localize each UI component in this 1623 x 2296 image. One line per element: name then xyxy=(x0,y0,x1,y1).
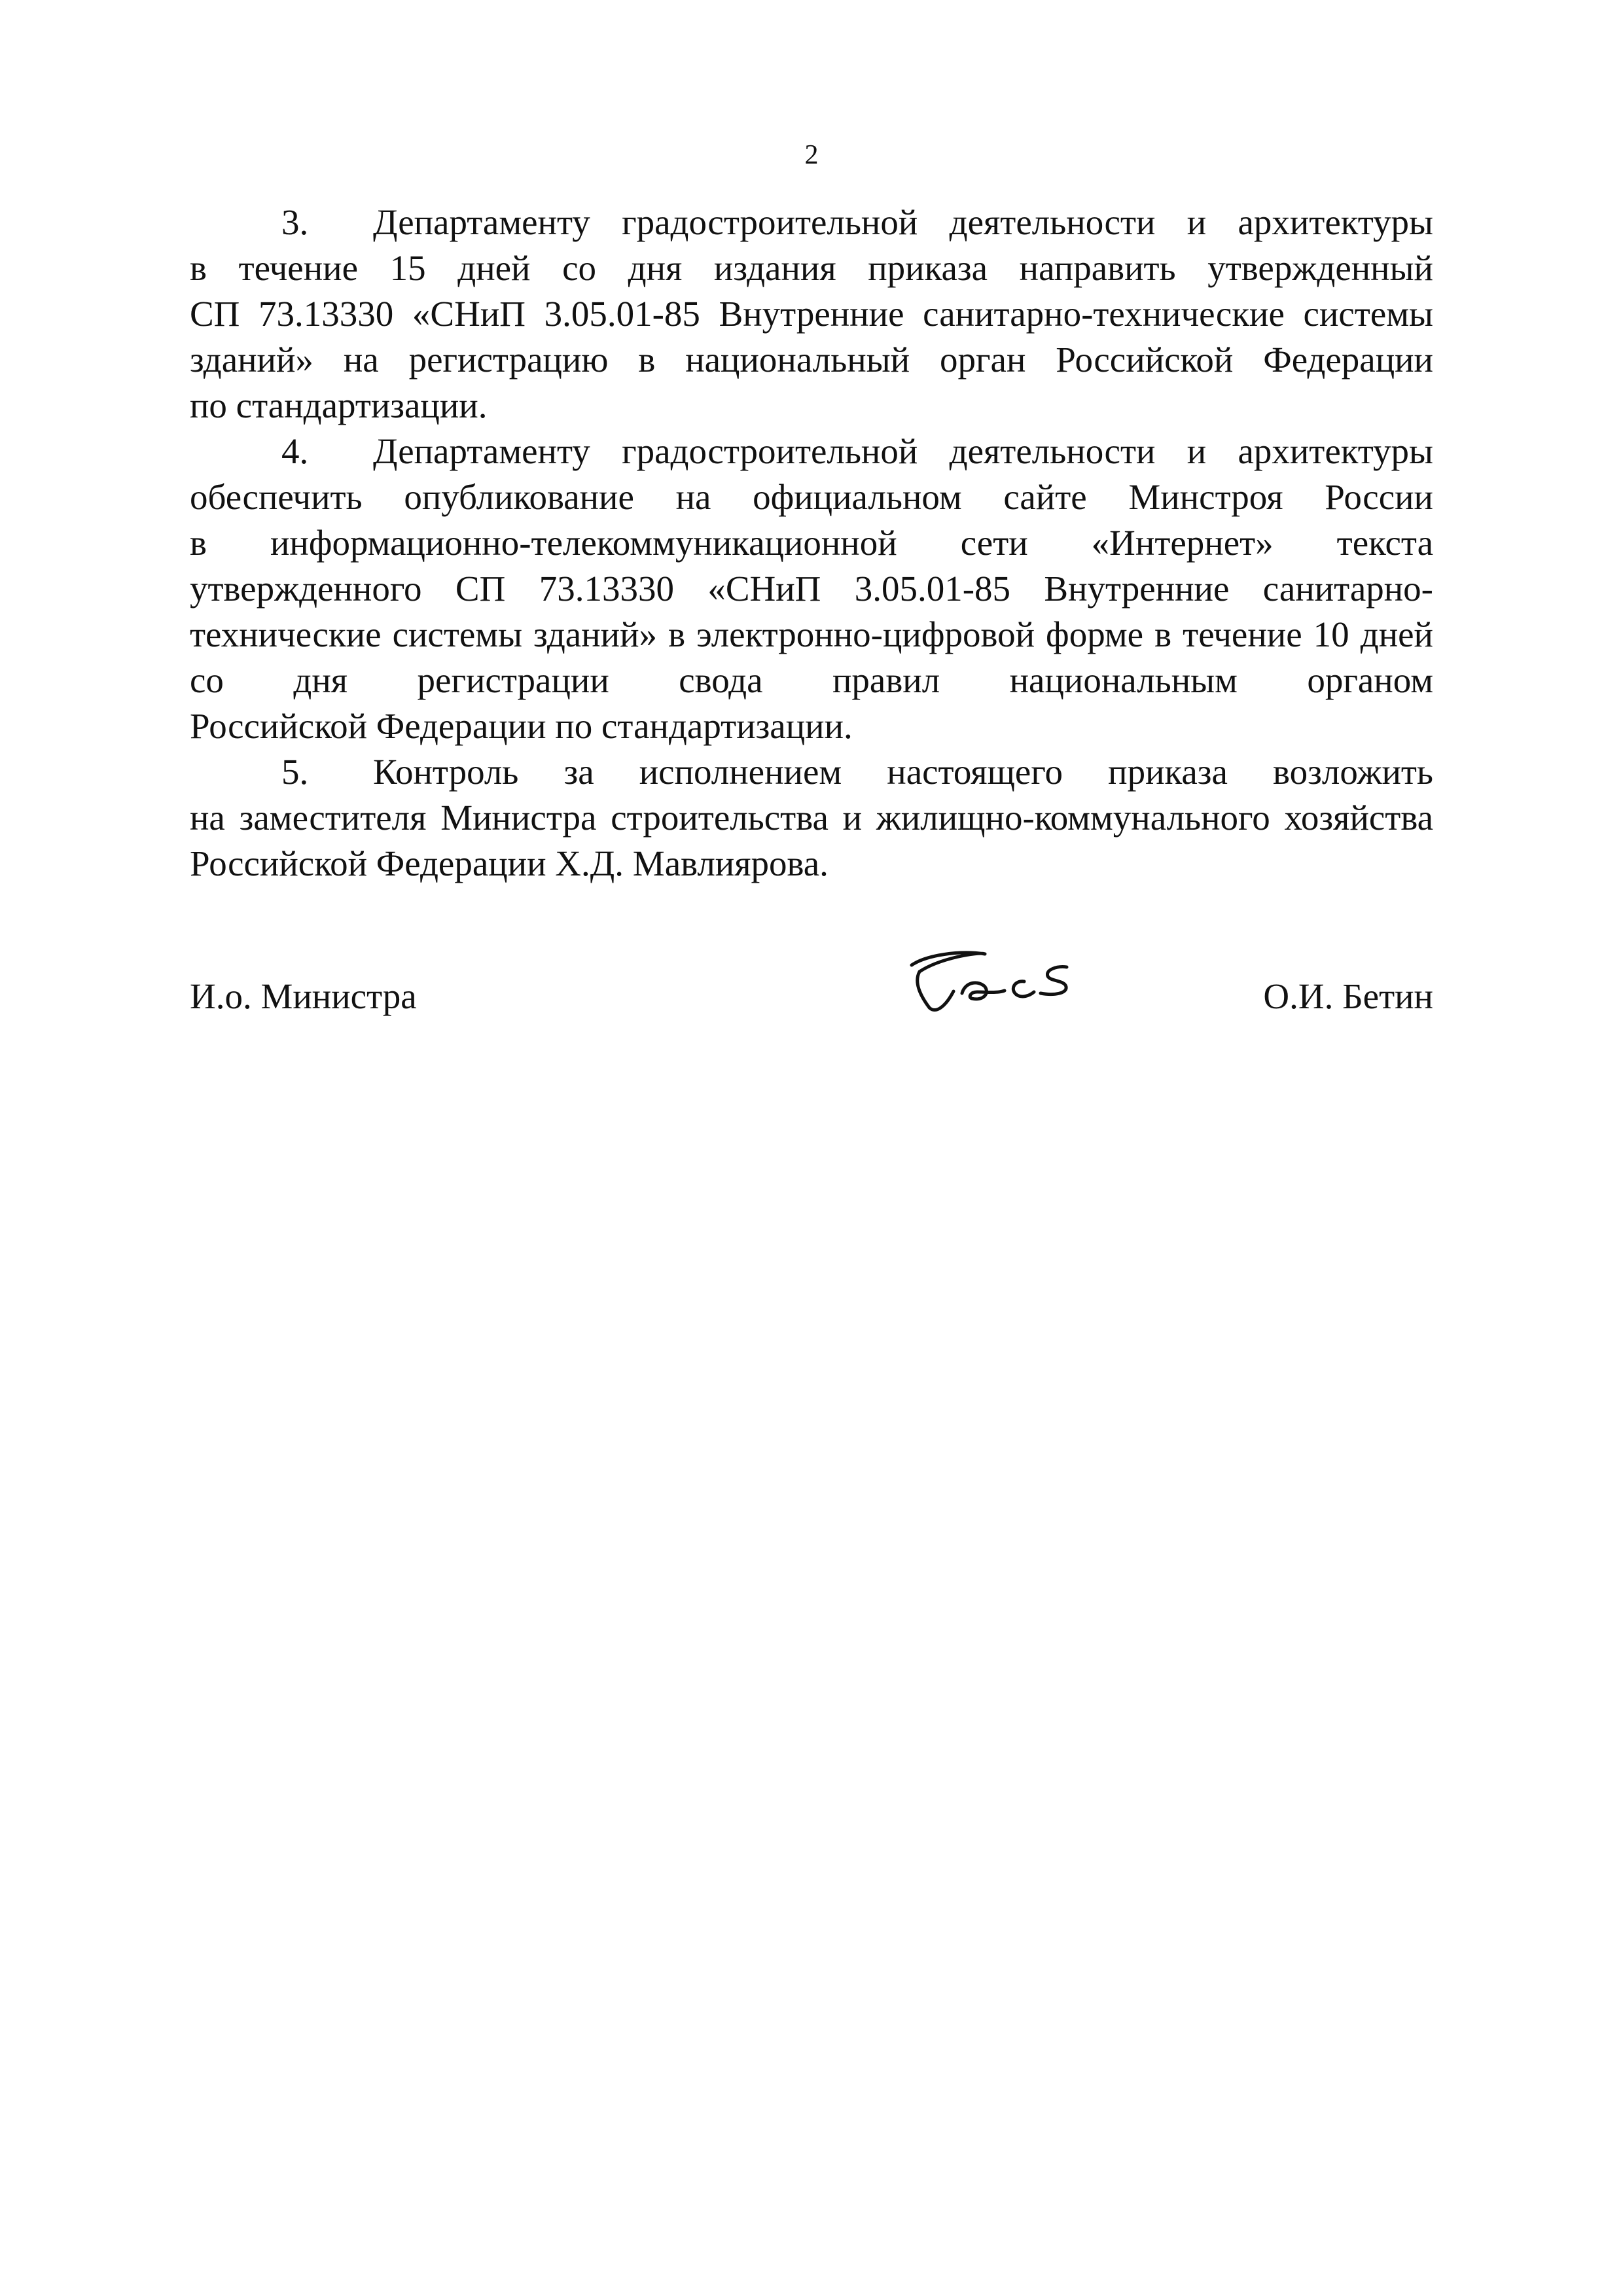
page-number: 2 xyxy=(804,140,819,170)
paragraph-line xyxy=(190,429,1433,474)
paragraph-line: зданий» на регистрацию в национальный орган Российской Федерации xyxy=(190,340,1433,380)
signatory-name: О.И. Бетин xyxy=(1263,976,1433,1016)
paragraph-line: обеспечить опубликование на официальном сайте Минстроя России xyxy=(190,477,1433,517)
paragraph-line xyxy=(190,749,1433,795)
signature-block xyxy=(190,936,1433,1034)
paragraph-number: 5. xyxy=(281,752,309,792)
paragraph-line xyxy=(190,200,1433,245)
paragraph-line: в информационно-телекоммуникационной сети «Интернет» текста xyxy=(190,523,1433,563)
paragraph-line: по стандартизации. xyxy=(190,385,488,425)
paragraph-line: в течение 15 дней со дня издания приказа направить утвержденный xyxy=(190,248,1433,288)
paragraph-line: Российской Федерации Х.Д. Мавлиярова. xyxy=(190,843,829,883)
signatory-position: И.о. Министра xyxy=(190,976,417,1016)
paragraph-line: со дня регистрации свода правил национальным органом xyxy=(190,660,1433,700)
paragraph-line: утвержденного СП 73.13330 «СНиП 3.05.01-85 Внутренние санитарно- xyxy=(190,569,1433,609)
paragraph-line: Российской Федерации по стандартизации. xyxy=(190,706,853,746)
paragraph-number: 4. xyxy=(281,431,309,471)
paragraph-number: 3. xyxy=(281,202,309,242)
paragraph-line: СП 73.13330 «СНиП 3.05.01-85 Внутренние санитарно-технические системы xyxy=(190,294,1433,334)
document-body xyxy=(190,200,1433,887)
paragraph-line: на заместителя Министра строительства и жилищно-коммунального хозяйства xyxy=(190,798,1433,838)
paragraph-5 xyxy=(190,749,1433,887)
line-text: Департаменту градостроительной деятельности и архитектуры xyxy=(373,431,1433,471)
paragraph-4 xyxy=(190,429,1433,749)
line-text: Контроль за исполнением настоящего приказа возложить xyxy=(373,752,1433,792)
line-text: Департаменту градостроительной деятельности и архитектуры xyxy=(373,202,1433,242)
paragraph-line: технические системы зданий» в электронно-цифровой форме в течение 10 дней xyxy=(190,614,1433,654)
paragraph-3 xyxy=(190,200,1433,429)
handwritten-signature-icon xyxy=(900,936,1096,1027)
